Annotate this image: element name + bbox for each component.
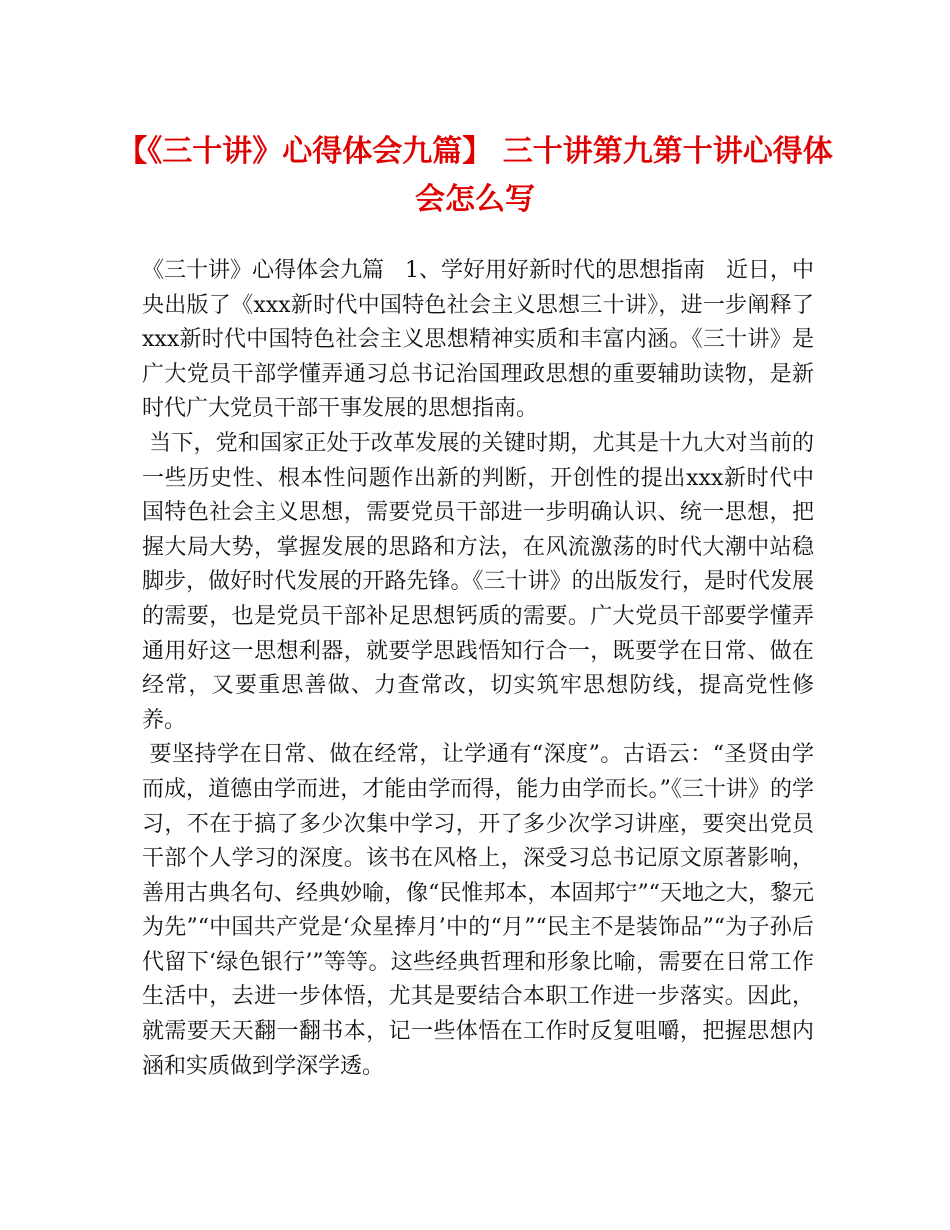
document-title: 【《三十讲》心得体会九篇】 三十讲第九第十讲心得体会怎么写 — [117, 134, 833, 217]
paragraph-1: 《三十讲》心得体会九篇 1、学好用好新时代的思想指南 近日，中央出版了《xxx新时代中国特色社会主义思想三十讲》，进一步阐释了xxx新时代中国特色社会主义思想精神实质和丰富内涵。《三十讲》是广大党员干部学懂弄通习总书记治国理政思想的重要辅助读物，是新时代广大党员干部干事发展的思想指南。 — [142, 258, 814, 422]
paragraph-2: 当下，党和国家正处于改革发展的关键时期，尤其是十九大对当前的一些历史性、根本性问题作出新的判断，开创性的提出xxx新时代中国特色社会主义思想，需要党员干部进一步明确认识、统一思想，把握大局大势，掌握发展的思路和方法，在风流激荡的时代大潮中站稳脚步，做好时代发展的开路先锋。《三十讲》的出版发行，是时代发展的需要，也是党员干部补足思想钙质的需要。广大党员干部要学懂弄通用好这一思想利器，就要学思践悟知行合一，既要学在日常、做在经常，又要重思善做、力查常改，切实筑牢思想防线，提高党性修养。 — [142, 430, 814, 733]
document-body — [142, 254, 814, 1084]
paragraph-3: 要坚持学在日常、做在经常，让学通有“深度”。古语云：“圣贤由学而成，道德由学而进，才能由学而得，能力由学而长。”《三十讲》的学习，不在于搞了多少次集中学习，开了多少次学习讲座，要突出党员干部个人学习的深度。该书在风格上，深受习总书记原文原著影响，善用古典名句、经典妙喻，像“民惟邦本，本固邦宁”“天地之大，黎元为先”“中国共产党是‘众星捧月’中的“月”“民主不是装饰品”“为子孙后代留下‘绿色银行’”等等。这些经典哲理和形象比喻，需要在日常工作生活中，去进一步体悟，尤其是要结合本职工作进一步落实。因此，就需要天天翻一翻书本，记一些体悟在工作时反复咀嚼，把握思想内涵和实质做到学深学透。 — [142, 742, 815, 1079]
